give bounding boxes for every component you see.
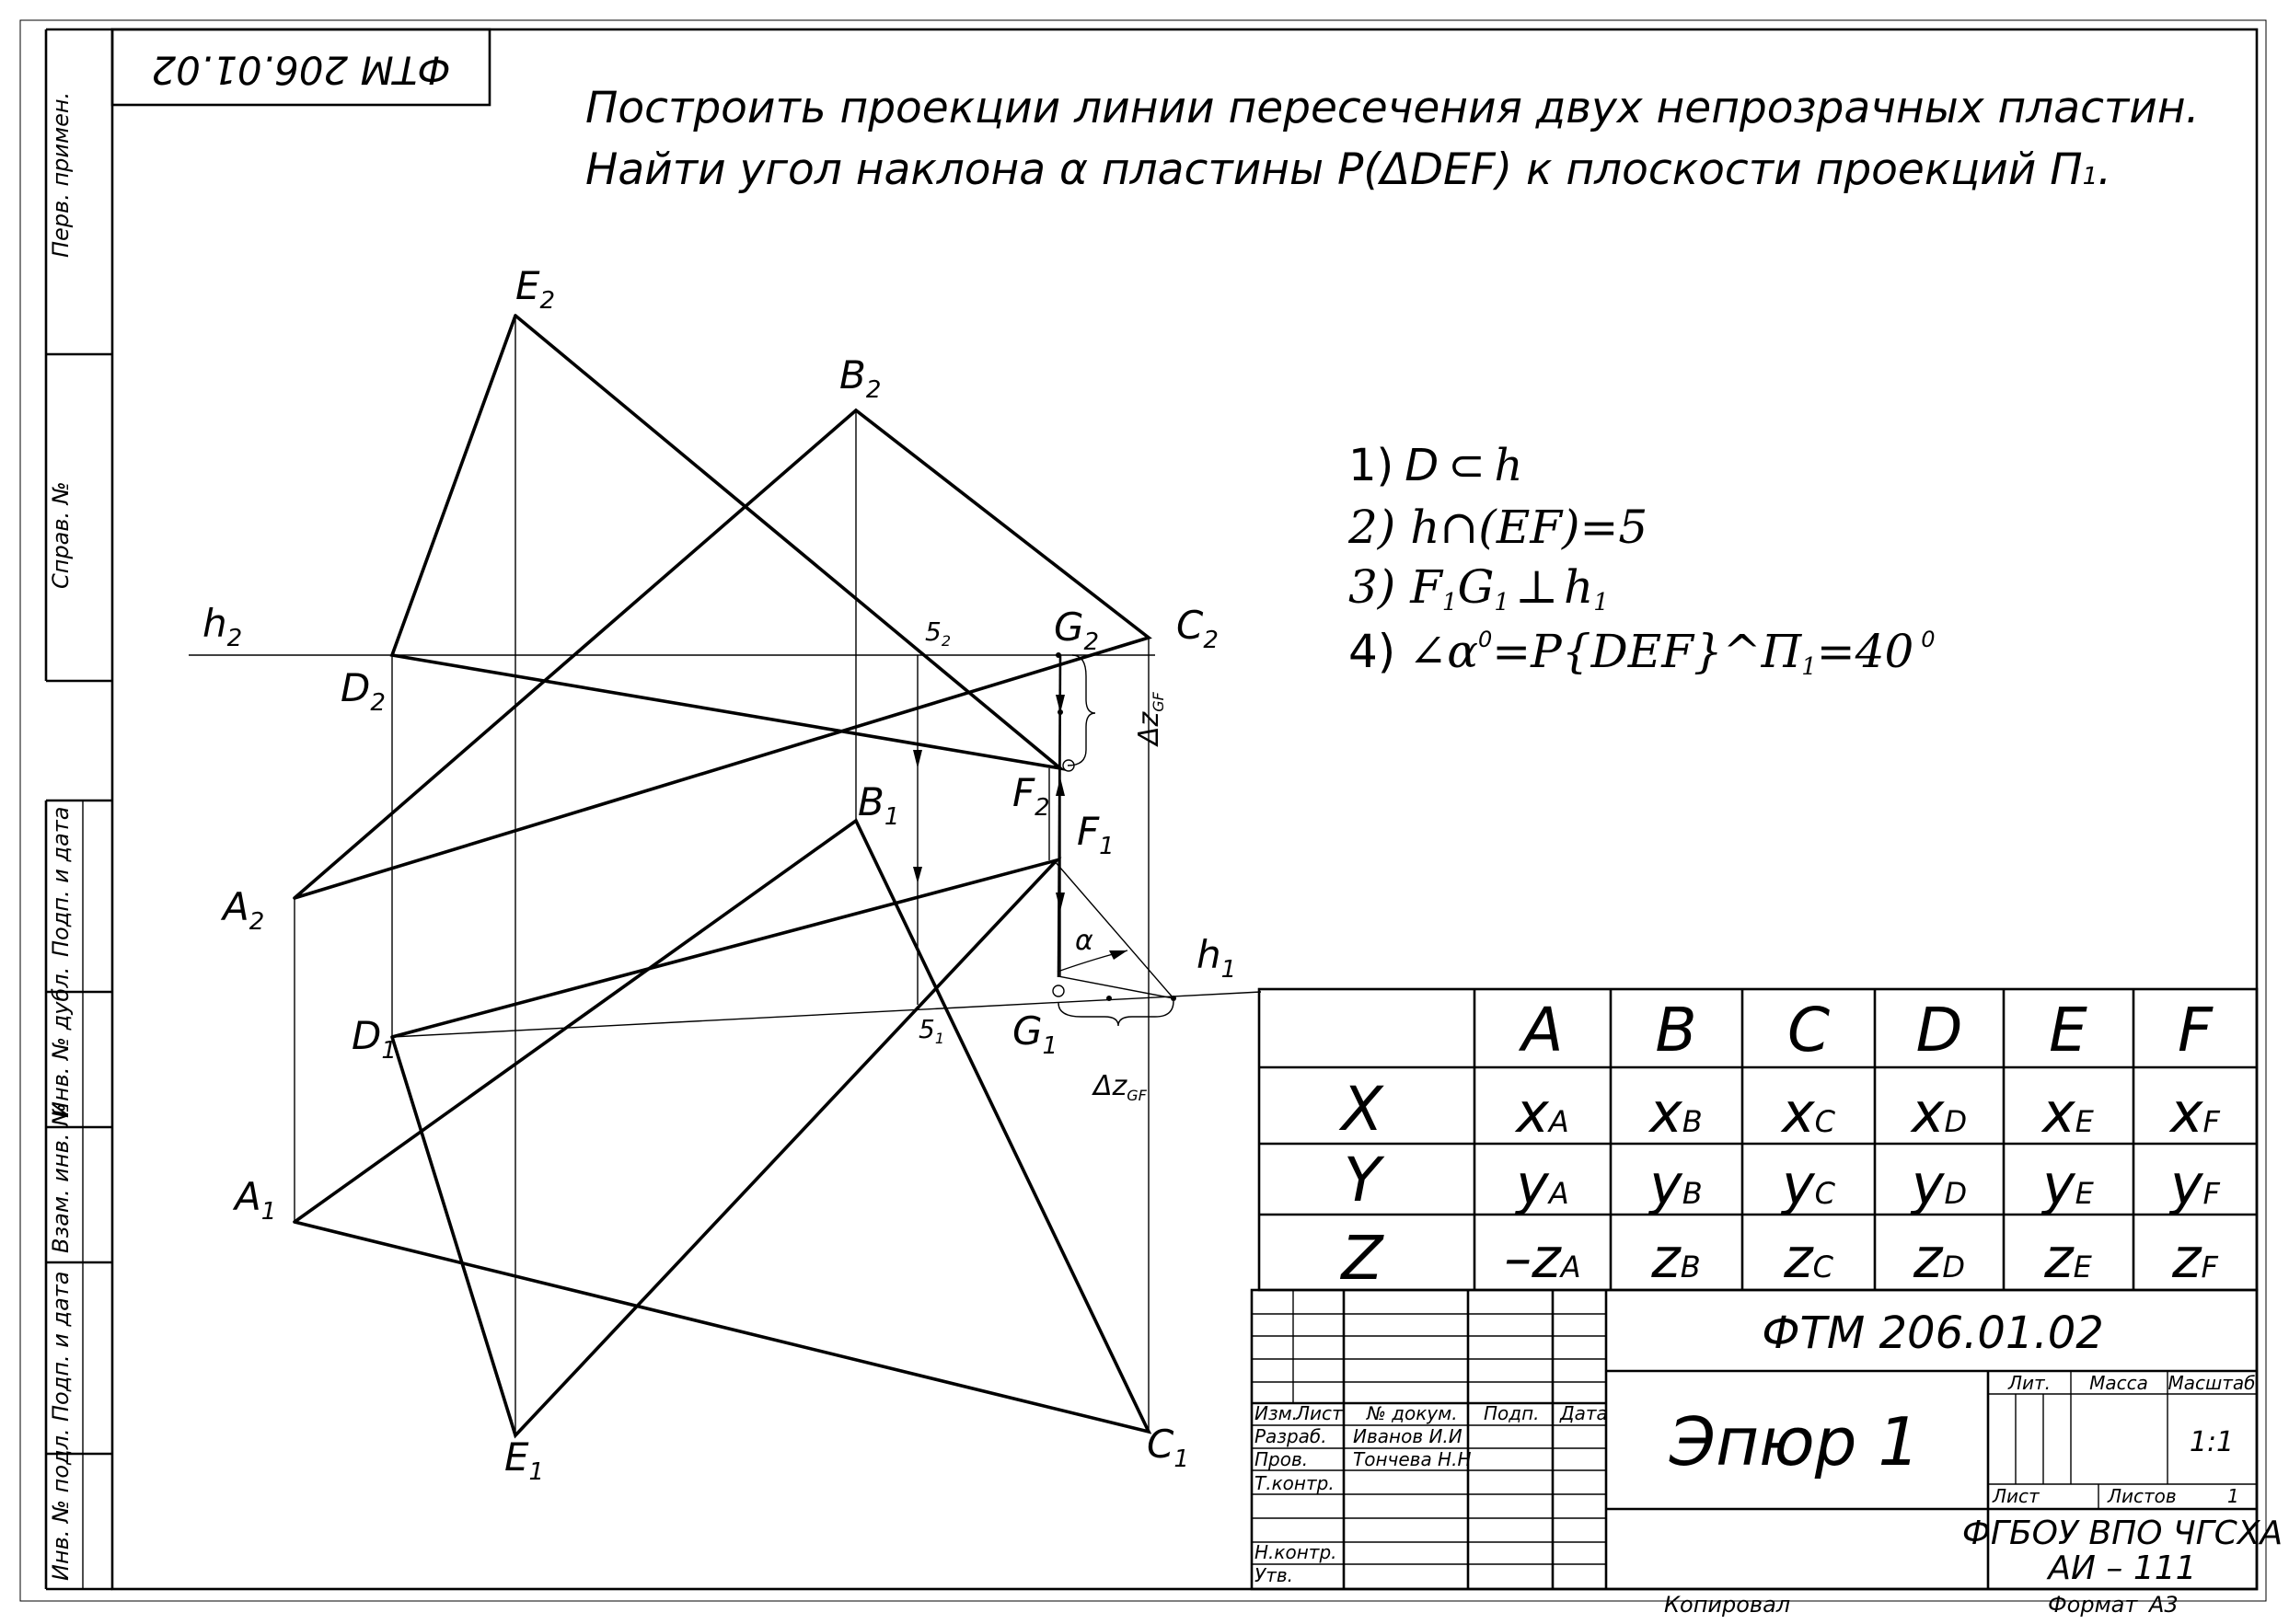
title-block bbox=[1252, 1290, 2283, 1618]
col-header-F: F bbox=[2178, 995, 2213, 1065]
label-E2: $E_2$ bbox=[515, 263, 556, 315]
cell-y-C: yC bbox=[1782, 1153, 1835, 1217]
tb-listov: 1 bbox=[2227, 1485, 2239, 1507]
side-label-perv-primen: Перв. примен. bbox=[48, 91, 74, 258]
label-B2: $B_2$ bbox=[839, 352, 882, 404]
triangle-DEF-top bbox=[392, 860, 1057, 1435]
true-length-line bbox=[1054, 860, 1173, 998]
cell-x-A: xA bbox=[1516, 1081, 1569, 1146]
tb-listov-label: Листов bbox=[2108, 1485, 2177, 1507]
label-C1: $C_1$ bbox=[1147, 1422, 1189, 1473]
label-dz-top: $\Delta z_{GF}$ bbox=[1093, 1070, 1147, 1104]
label-h2: $h_2$ bbox=[202, 601, 243, 652]
cell-z-D: zD bbox=[1913, 1227, 1966, 1291]
tb-razrab-name: Иванов И.И bbox=[1353, 1425, 1462, 1447]
tb-razrab: Разраб. bbox=[1254, 1425, 1327, 1447]
coordinates-table bbox=[1259, 989, 2257, 1294]
label-5-1: $5_1$ bbox=[919, 1014, 945, 1047]
tb-lit: Лит. bbox=[2007, 1372, 2052, 1394]
label-B1: $B_1$ bbox=[858, 779, 900, 831]
col-header-E: E bbox=[2049, 995, 2087, 1065]
tb-no-dokum: № докум. bbox=[1367, 1402, 1458, 1424]
label-G2: $G_2$ bbox=[1054, 605, 1100, 656]
cell-x-E: xE bbox=[2042, 1081, 2094, 1146]
cell-z-A: –zA bbox=[1504, 1227, 1581, 1291]
triangle-DEF-front bbox=[392, 316, 1060, 768]
tb-scale: 1:1 bbox=[2189, 1426, 2235, 1458]
side-label-podp-data-2: Подп. и дата bbox=[48, 1271, 74, 1422]
label-C2: $C_2$ bbox=[1176, 603, 1219, 654]
side-label-vzam-inv: Взам. инв. № bbox=[48, 1103, 74, 1253]
row-header-Y: Y bbox=[1343, 1145, 1381, 1215]
tb-prov: Пров. bbox=[1254, 1448, 1309, 1470]
label-h1: $h_1$ bbox=[1197, 932, 1237, 984]
tb-masshtab: Масштаб bbox=[2168, 1372, 2256, 1394]
col-header-B: B bbox=[1655, 995, 1697, 1065]
label-dz-front: $\Delta z_{GF}$ bbox=[1133, 692, 1167, 745]
tb-format-label: Формат bbox=[2048, 1592, 2138, 1618]
col-header-A: A bbox=[1521, 995, 1564, 1065]
label-5-2: $5_2$ bbox=[925, 616, 952, 650]
tb-tkontr: Т.контр. bbox=[1254, 1472, 1335, 1494]
label-A2: $A_2$ bbox=[223, 884, 265, 936]
construction-lines bbox=[189, 316, 1261, 1435]
col-header-D: D bbox=[1915, 995, 1963, 1065]
cell-z-B: zB bbox=[1651, 1227, 1701, 1291]
h1-line bbox=[392, 992, 1261, 1037]
label-D1: $D_1$ bbox=[352, 1013, 397, 1065]
row-header-Z: Z bbox=[1341, 1223, 1383, 1294]
label-E1: $E_1$ bbox=[504, 1434, 545, 1486]
cell-x-C: xC bbox=[1782, 1081, 1835, 1146]
tb-podp: Подп. bbox=[1484, 1402, 1540, 1424]
label-alpha: α bbox=[1075, 925, 1093, 957]
label-D2: $D_2$ bbox=[341, 665, 386, 717]
cell-z-C: zC bbox=[1784, 1227, 1833, 1291]
tb-data: Дата bbox=[1560, 1402, 1608, 1424]
solution-steps bbox=[1347, 440, 1936, 681]
cell-y-D: yD bbox=[1911, 1153, 1968, 1217]
row-header-X: X bbox=[1341, 1074, 1383, 1145]
rotated-code-box bbox=[112, 29, 490, 105]
step-2: 2) h∩(EF)=5 bbox=[1348, 501, 1648, 554]
tb-massa: Масса bbox=[2089, 1372, 2148, 1394]
step-3: 3) F1G1 ⊥ h1 bbox=[1348, 560, 1609, 616]
side-label-inv-dubl: Инв. № дубл. bbox=[48, 966, 74, 1118]
label-F1: $F_1$ bbox=[1077, 809, 1115, 860]
side-label-podp-data-1: Подп. и дата bbox=[48, 806, 74, 957]
title-name: Эпюр 1 bbox=[1669, 1403, 1921, 1480]
col-header-C: C bbox=[1786, 995, 1831, 1065]
cell-z-E: zE bbox=[2044, 1227, 2092, 1291]
cell-x-B: xB bbox=[1649, 1081, 1703, 1146]
tb-prov-name: Тончева Н.Н bbox=[1353, 1448, 1472, 1470]
plate-outlines bbox=[295, 316, 1149, 1435]
tb-izm: Изм. bbox=[1254, 1402, 1299, 1424]
tb-org-line1: ФГБОУ ВПО ЧГСХА bbox=[1961, 1515, 2283, 1552]
task-line-2: Найти угол наклона α пластины Р(ΔDEF) к плоскости проекций Π1. bbox=[585, 144, 2112, 195]
title-doc-code: ФТМ 206.01.02 bbox=[1762, 1307, 2104, 1359]
outer-frame bbox=[20, 20, 2266, 1601]
cell-y-E: yE bbox=[2042, 1153, 2094, 1217]
tb-org-line2: АИ – 111 bbox=[2048, 1549, 2197, 1587]
tb-list-label: Лист bbox=[1993, 1485, 2040, 1507]
label-G1: $G_1$ bbox=[1012, 1008, 1058, 1060]
tb-list: Лист bbox=[1296, 1402, 1343, 1424]
task-line-1: Построить проекции линии пересечения двух непрозрачных пластин. bbox=[585, 83, 2200, 133]
tb-utv: Утв. bbox=[1254, 1564, 1293, 1586]
side-strip bbox=[46, 29, 112, 1589]
rotated-doc-code: ФТМ 206.01.02 bbox=[151, 47, 451, 93]
tb-kopiroval: Копировал bbox=[1664, 1592, 1791, 1618]
cell-x-D: xD bbox=[1911, 1081, 1968, 1146]
cell-y-A: yA bbox=[1516, 1153, 1569, 1217]
cell-z-F: zF bbox=[2172, 1227, 2218, 1291]
step-1: 1) D ⊂ h bbox=[1348, 440, 1523, 491]
triangle-ABC-top bbox=[295, 821, 1149, 1432]
triangle-ABC-front bbox=[295, 410, 1149, 898]
side-label-inv-podl: Инв. № подл. bbox=[48, 1428, 74, 1581]
label-F2: $F_2$ bbox=[1012, 770, 1050, 822]
label-A1: $A_1$ bbox=[235, 1174, 277, 1226]
cell-y-B: yB bbox=[1649, 1153, 1703, 1217]
tb-format: А3 bbox=[2149, 1592, 2179, 1618]
side-label-sprav-no: Справ. № bbox=[48, 481, 74, 589]
step-4: 4) $\angle\alpha^0=P\{DEF\}\^{}\Pi 1=40$ $^0$ bbox=[1348, 625, 1936, 681]
tb-nkontr: Н.контр. bbox=[1254, 1541, 1337, 1563]
cell-y-F: yF bbox=[2170, 1153, 2220, 1217]
point-labels bbox=[202, 263, 1236, 1486]
cell-x-F: xF bbox=[2170, 1081, 2220, 1146]
